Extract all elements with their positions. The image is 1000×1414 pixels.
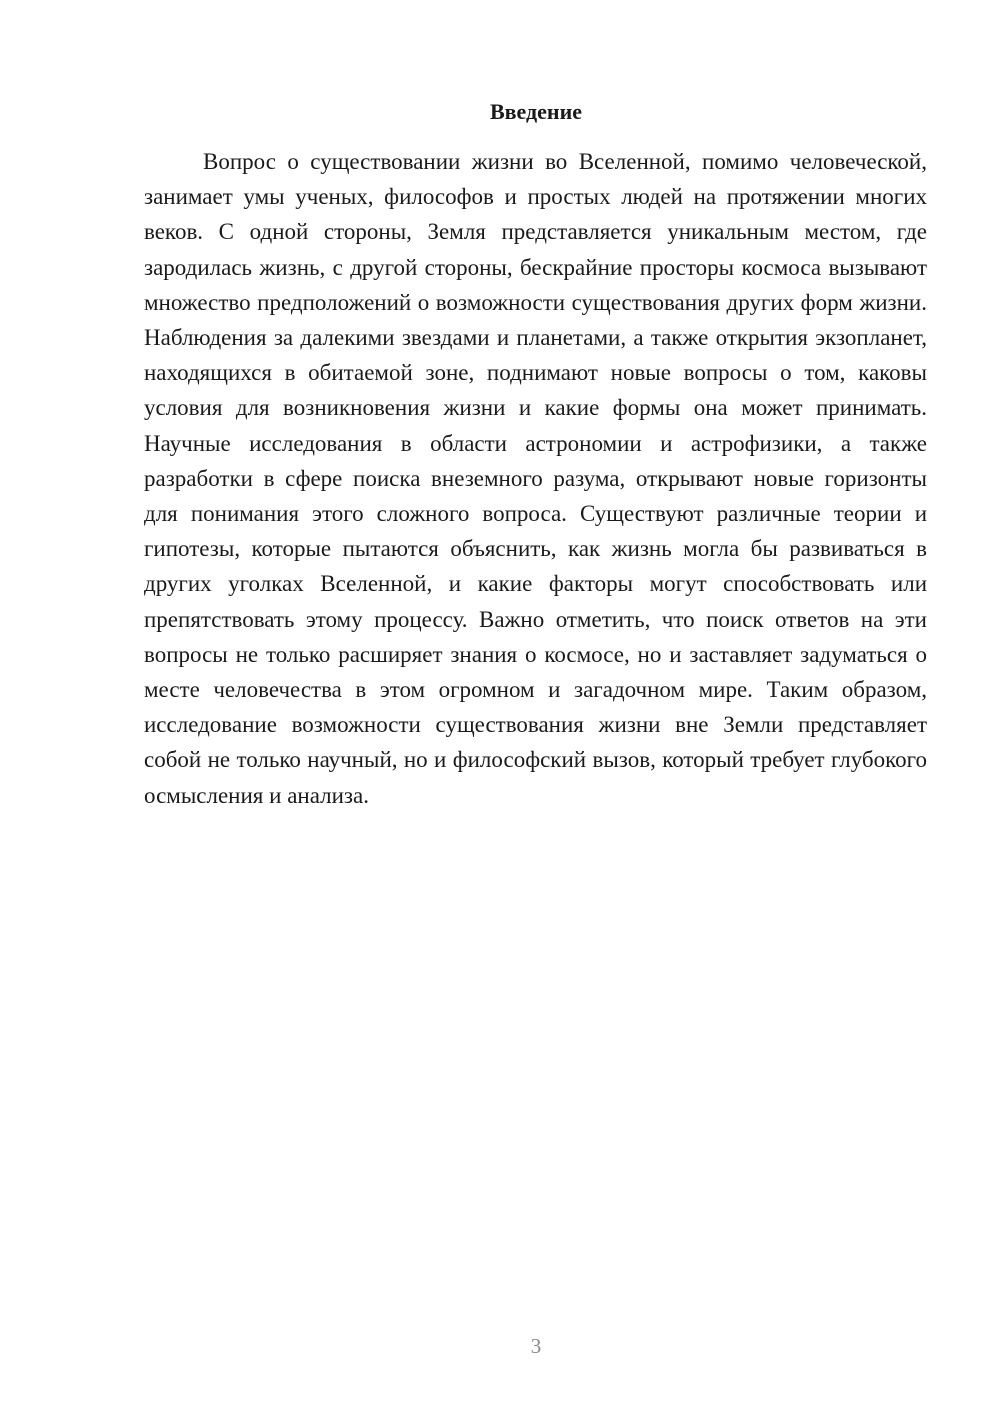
body-paragraph: Вопрос о существовании жизни во Вселенной, помимо человеческой, занимает умы ученых, философов и простых людей на протяжении многих веков. С одной стороны, Земля представляется уникальным местом, где зародилась жизнь, с другой стороны, бескрайние просторы космоса вызывают множество предположений о возможности существования других форм жизни. Наблюдения за далекими звездами и планетами, а также открытия экзопланет, находящихся в обитаемой зоне, поднимают новые вопросы о том, каковы условия для возникновения жизни и какие формы она может принимать. Научные исследования в области астрономии и астрофизики, а также разработки в сфере поиска внеземного разума, открывают новые горизонты для понимания этого сложного вопроса. Существуют различные теории и гипотезы, которые пытаются объяснить, как жизнь могла бы развиваться в других уголках Вселенной, и какие факторы могут способствовать или препятствовать этому процессу. Важно отметить, что поиск ответов на эти вопросы не только расширяет знания о космосе, но и заставляет задуматься о месте человечества в этом огромном и загадочном мире. Таким образом, исследование возможности существования жизни вне Земли представляет собой не только научный, но и философский вызов, который требует глубокого осмысления и анализа. <box>144 149 927 808</box>
page-number: 3 <box>530 1334 542 1358</box>
section-heading: Введение <box>489 99 583 124</box>
